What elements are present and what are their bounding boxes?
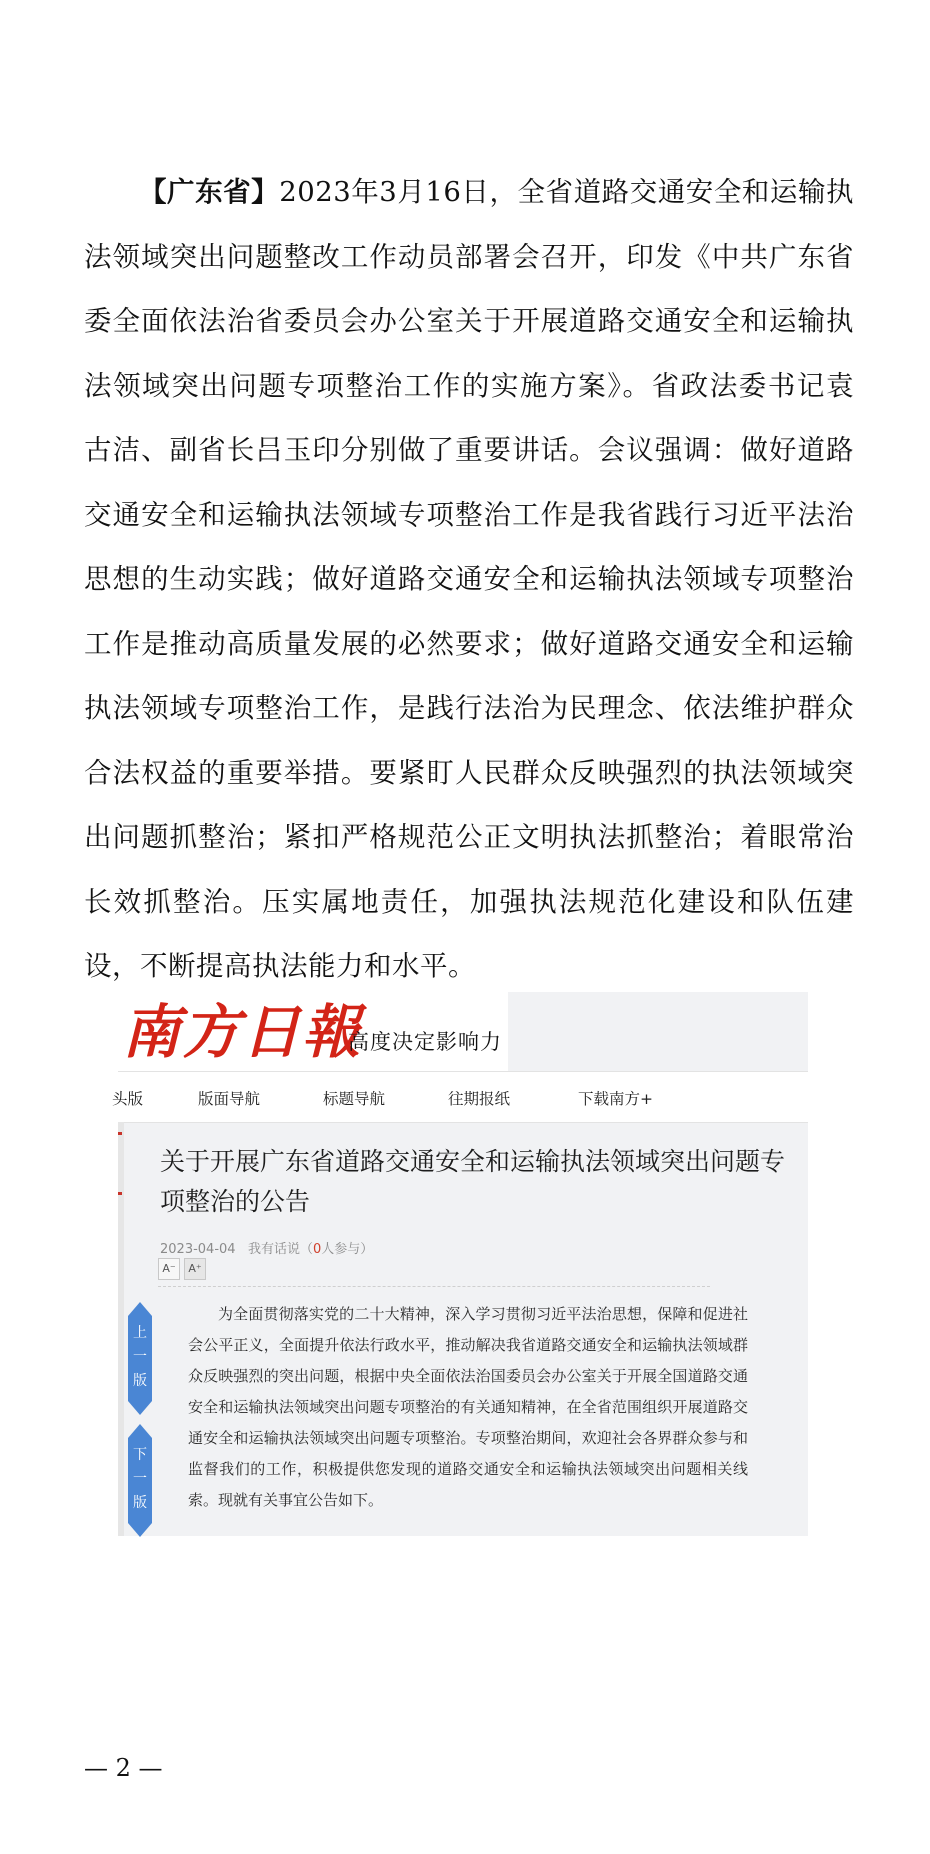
sidebar-marker <box>118 1192 122 1195</box>
region-tag: 【广东省】 <box>139 176 280 208</box>
left-sidebar-strip <box>118 1122 124 1536</box>
nav-item-archive[interactable]: 往期报纸 <box>448 1090 511 1108</box>
next-page-button[interactable]: 下 一 版 <box>128 1438 152 1523</box>
article-meta: 2023-04-04 我有话说（0人参与） <box>160 1242 374 1257</box>
comment-link[interactable]: 我有话说 <box>247 1242 300 1257</box>
article-headline: 关于开展广东省道路交通安全和运输执法领域突出问题专项整治的公告 <box>160 1147 786 1216</box>
nav-item-title-nav[interactable]: 标题导航 <box>323 1090 386 1108</box>
sidebar-marker <box>118 1132 122 1135</box>
nav-bar <box>112 1071 808 1123</box>
page-number: — 2 — <box>84 1754 163 1782</box>
newspaper-logo[interactable]: 南方日報 <box>122 998 363 1066</box>
prev-page-button[interactable]: 上 一 版 <box>128 1316 152 1401</box>
font-smaller-button[interactable]: A⁻ <box>158 1258 180 1280</box>
article-date: 2023-04-04 <box>160 1242 236 1257</box>
document-paragraph <box>84 160 854 999</box>
divider <box>158 1286 710 1287</box>
article-body: 为全面贯彻落实党的二十大精神，深入学习贯彻习近平法治思想，保障和促进社会公平正义，全面提升依法行政水平，推动解决我省道路交通安全和运输执法领域群众反映强烈的突出问题，根据中央全面依法治国委员会办公室关于开展全国道路交通安全和运输执法领域突出问题专项整治的有关通知精神，在全省范围组织开展道路交通安全和运输执法领域突出问题专项整治。专项整治期间，欢迎社会各界群众参与和监督我们的工作，积极提供您发现的道路交通安全和运输执法领域突出问题相关线索。现就有关事宜公告如下。 <box>188 1305 748 1509</box>
nav-item-download-app[interactable]: 下载南方+ <box>578 1090 653 1108</box>
paragraph-text: 2023年3月16日，全省道路交通安全和运输执法领域突出问题整改工作动员部署会召开，印发《中共广东省委全面依法治省委员会办公室关于开展道路交通安全和运输执法领域突出问题专项整治工作的实施方案》。省政法委书记袁古洁、副省长吕玉印分别做了重要讲话。会议强调：做好道路交通安全和运输执法领域专项整治工作是我省践行习近平法治思想的生动实践；做好道路交通安全和运输执法领域专项整治工作是推动高质量发展的必然要求；做好道路交通安全和运输执法领域专项整治工作，是践行法治为民理念、依法维护群众合法权益的重要举措。要紧盯人民群众反映强烈的执法领域突出问题抓整治；紧扣严格规范公正文明执法抓整治；着眼常治长效抓整治。压实属地责任，加强执法规范化建设和队伍建设，不断提高执法能力和水平。 <box>84 176 855 982</box>
newspaper-slogan: 高度决定影响力 <box>348 1030 502 1054</box>
logo-area <box>118 992 508 1071</box>
masthead-banner <box>118 992 808 1071</box>
comment-count: 0 <box>313 1242 322 1257</box>
article <box>138 1122 808 1536</box>
font-larger-button[interactable]: A⁺ <box>184 1258 206 1280</box>
nav-item-front-page[interactable]: 头版 <box>112 1090 144 1108</box>
newspaper-screenshot <box>112 992 808 1536</box>
nav-item-layout-nav[interactable]: 版面导航 <box>198 1090 261 1108</box>
document-body <box>84 160 854 999</box>
